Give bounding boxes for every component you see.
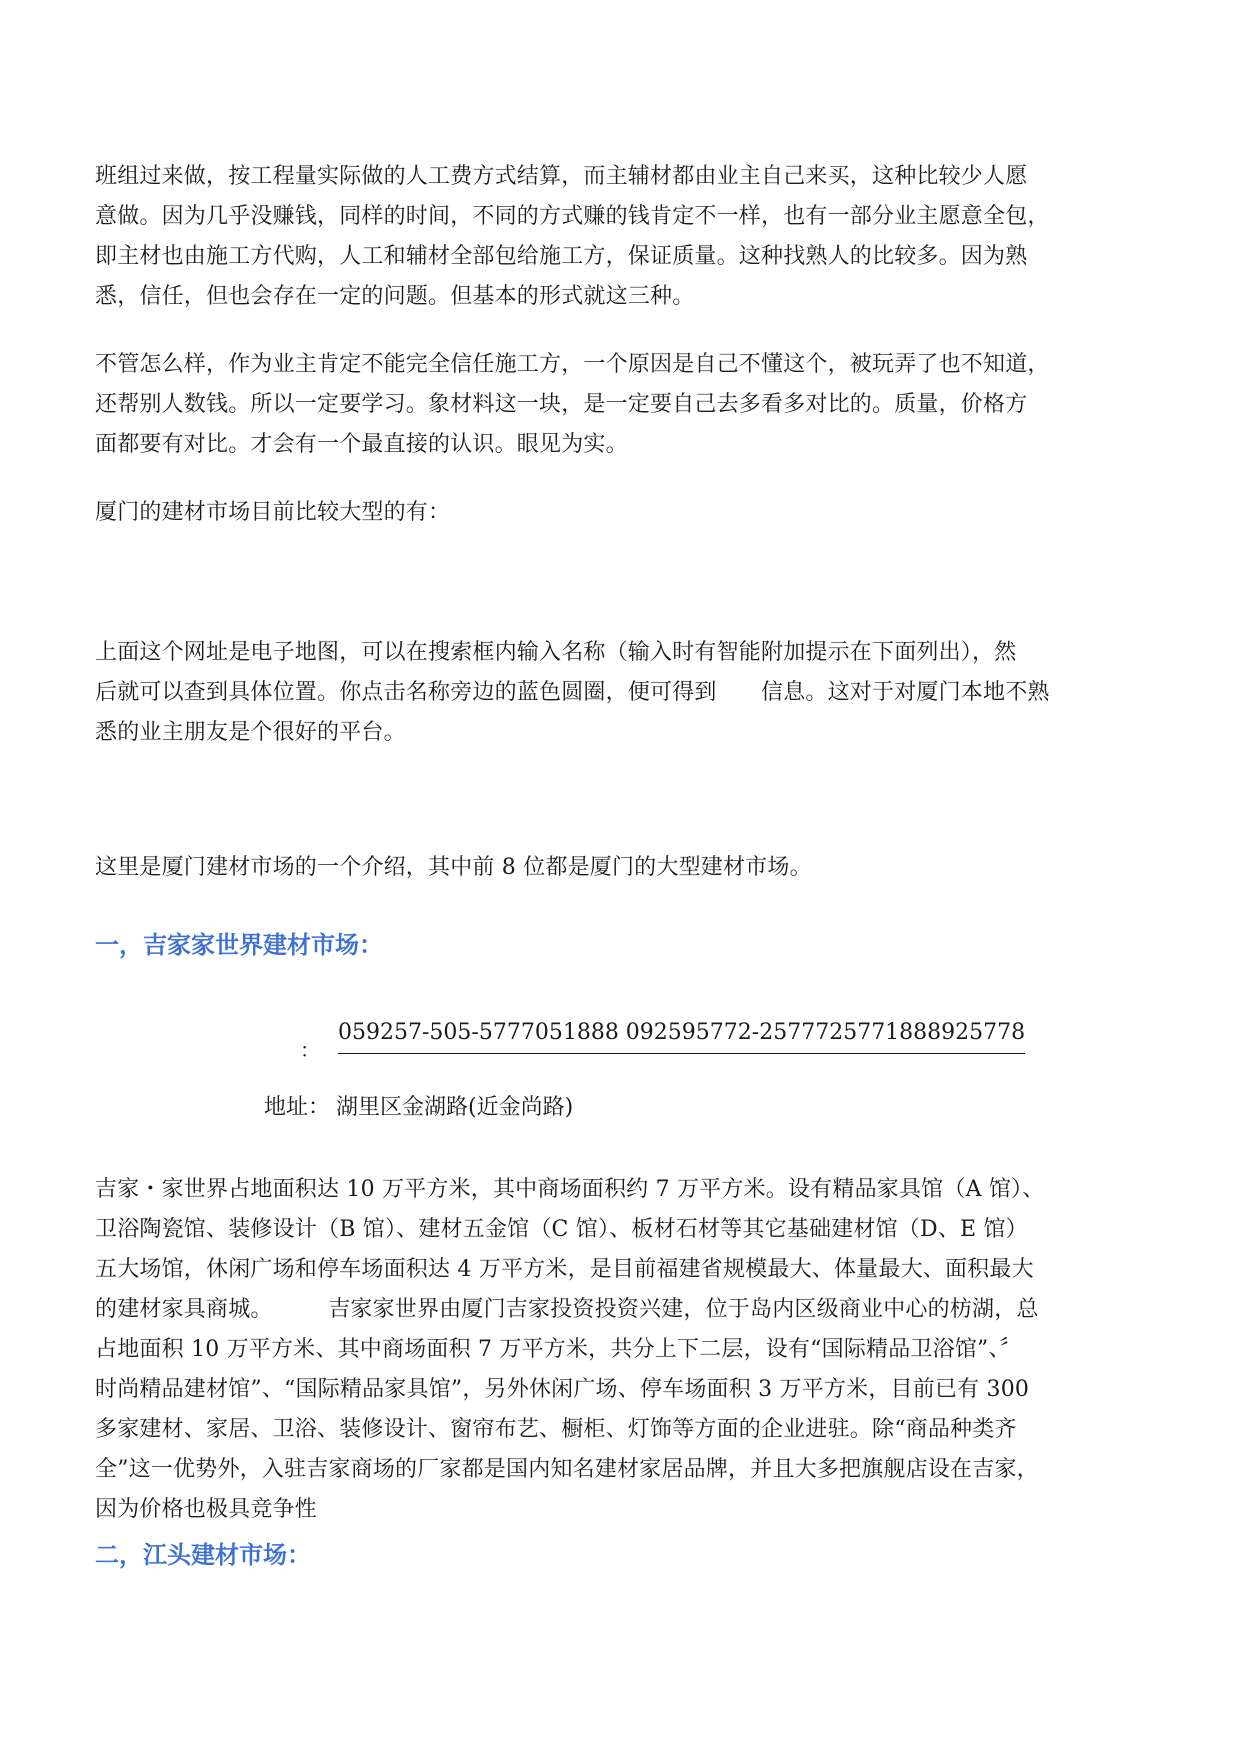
paragraph-market-list-intro: [95, 848, 1155, 888]
text-line: 上面这个网址是电子地图，可以在搜索框内输入名称（输入时有智能附加提示在下面列出），然: [95, 640, 1017, 665]
paragraph-owner-advice: [95, 345, 1155, 465]
heading-jijia-market: 一，吉家家世界建材市场：: [95, 931, 383, 959]
paragraph-construction-modes: [95, 157, 1155, 317]
text-line: 这里是厦门建材市场的一个介绍，其中前 8 位都是厦门的大型建材市场。: [95, 855, 812, 880]
text-line: 吉家・家世界占地面积达 10 万平方米，其中商场面积约 7 万平方米。设有精品家具馆（A 馆）、: [95, 1177, 1045, 1202]
address-value: 湖里区金湖路(近金尚路): [336, 1095, 574, 1120]
text-line: 面都要有对比。才会有一个最直接的认识。眼见为实。: [95, 432, 628, 457]
contact-phone: 059257-505-5777051888 092595772-2577725771888925778: [338, 1015, 1025, 1054]
contact-address: [264, 1088, 573, 1128]
text-line: 多家建材、家居、卫浴、装修设计、窗帘布艺、橱柜、灯饰等方面的企业进驻。除“商品种类齐: [95, 1417, 1017, 1442]
text-line: 意做。因为几乎没赚钱，同样的时间，不同的方式赚的钱肯定不一样，也有一部分业主愿意全包，: [95, 204, 1050, 229]
text-line: 后就可以查到具体位置。你点击名称旁边的蓝色圆圈，便可得到 信息。这对于对厦门本地不熟: [95, 680, 1050, 705]
address-label: 地址：: [264, 1095, 331, 1120]
paragraph-jijia-description: [95, 1170, 1155, 1530]
text-line: 班组过来做，按工程量实际做的人工费方式结算，而主辅材都由业主自己来买，这种比较少人愿: [95, 164, 1028, 189]
text-line: 时尚精品建材馆”、“国际精品家具馆”，另外休闲广场、停车场面积 3 万平方米，目前已有 300: [95, 1377, 1030, 1402]
text-line: 还帮别人数钱。所以一定要学习。象材料这一块，是一定要自己去多看多对比的。质量，价格方: [95, 392, 1028, 417]
heading-jiangtou-market: 二，江头建材市场：: [95, 1541, 311, 1569]
text-line: 悉，信任，但也会存在一定的问题。但基本的形式就这三种。: [95, 284, 695, 309]
text-line: 全”这一优势外，入驻吉家商场的厂家都是国内知名建材家居品牌，并且大多把旗舰店设在吉家，: [95, 1457, 1039, 1482]
contact-colon: ：: [300, 1038, 320, 1062]
paragraph-market-intro: [95, 493, 1155, 533]
text-line: 因为价格也极具竞争性: [95, 1497, 318, 1522]
text-line: 厦门的建材市场目前比较大型的有：: [95, 500, 451, 525]
text-line: 卫浴陶瓷馆、装修设计（B 馆）、建材五金馆（C 馆）、板材石材等其它基础建材馆（D、E 馆）: [95, 1217, 1028, 1242]
text-line: 不管怎么样，作为业主肯定不能完全信任施工方，一个原因是自己不懂这个，被玩弄了也不知道，: [95, 352, 1050, 377]
text-line: 即主材也由施工方代购，人工和辅材全部包给施工方，保证质量。这种找熟人的比较多。因为熟: [95, 244, 1028, 269]
text-line: 的建材家具商城。 吉家家世界由厦门吉家投资投资兴建，位于岛内区级商业中心的枋湖，总: [95, 1297, 1039, 1322]
text-line: 五大场馆，休闲广场和停车场面积达 4 万平方米，是目前福建省规模最大、体量最大、面积最大: [95, 1257, 1034, 1282]
text-line: 占地面积 10 万平方米、其中商场面积 7 万平方米，共分上下二层，设有“国际精品卫浴馆”、〞: [95, 1337, 1022, 1362]
text-line: 悉的业主朋友是个很好的平台。: [95, 720, 406, 745]
paragraph-map-info: [95, 633, 1155, 753]
